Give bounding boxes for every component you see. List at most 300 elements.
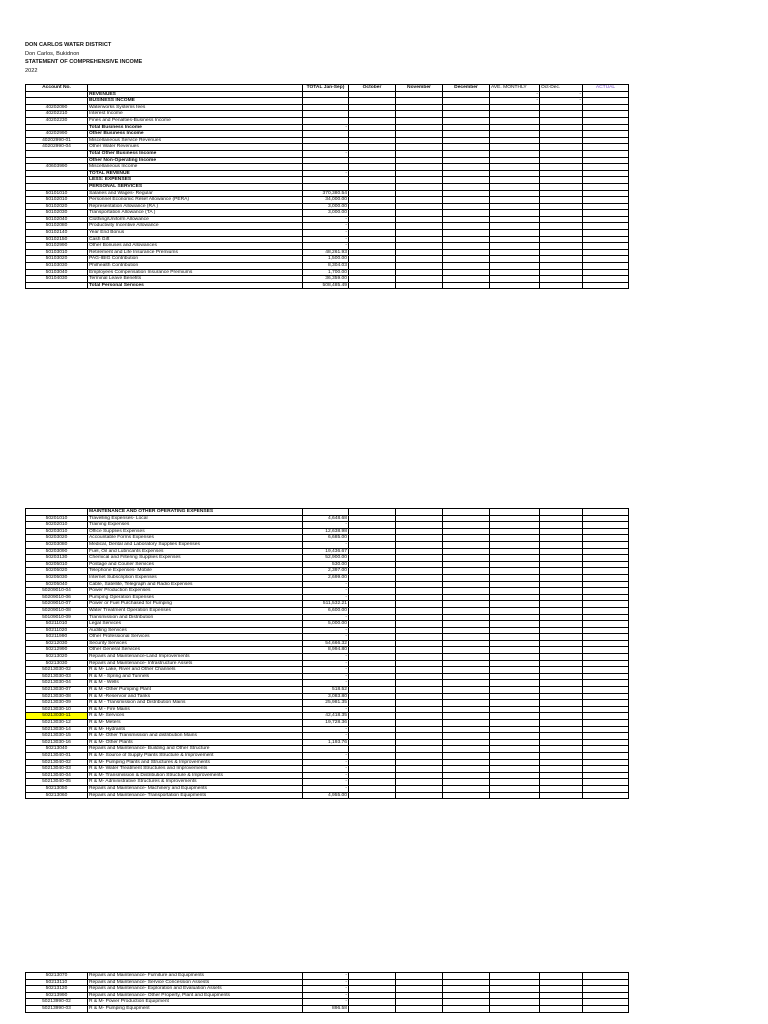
account-description: Total Business Income bbox=[88, 124, 303, 131]
total-jan-sep: - bbox=[303, 581, 349, 588]
month-cell bbox=[490, 999, 540, 1006]
account-description: R & M- Services bbox=[88, 713, 303, 720]
month-cell bbox=[349, 720, 396, 727]
month-cell bbox=[583, 594, 629, 601]
total-jan-sep: - bbox=[303, 999, 349, 1006]
month-cell bbox=[583, 561, 629, 568]
month-cell bbox=[583, 509, 629, 516]
total-jan-sep: - bbox=[303, 654, 349, 661]
account-code: 50213040 bbox=[26, 746, 88, 753]
month-cell bbox=[540, 561, 583, 568]
account-code: 50103030 bbox=[26, 263, 88, 270]
month-cell bbox=[443, 720, 490, 727]
month-cell bbox=[583, 522, 629, 529]
month-cell bbox=[396, 973, 443, 980]
account-description: Cable, Satellite, Telegraph and Radio Expenses bbox=[88, 581, 303, 588]
month-cell bbox=[490, 164, 540, 171]
month-cell bbox=[443, 236, 490, 243]
month-cell bbox=[583, 541, 629, 548]
month-cell bbox=[396, 177, 443, 184]
account-code: 50109010-09 bbox=[26, 614, 88, 621]
account-code bbox=[26, 282, 88, 289]
month-cell bbox=[396, 541, 443, 548]
org-name: DON CARLOS WATER DISTRICT bbox=[25, 42, 112, 48]
month-cell bbox=[583, 223, 629, 230]
column-header bbox=[88, 85, 303, 92]
report-title: STATEMENT OF COMPREHENSIVE INCOME bbox=[25, 59, 143, 65]
month-cell bbox=[490, 581, 540, 588]
account-code: 50102140 bbox=[26, 230, 88, 237]
month-cell bbox=[583, 131, 629, 138]
month-cell bbox=[396, 243, 443, 250]
month-cell bbox=[349, 680, 396, 687]
account-code: 50203130 bbox=[26, 555, 88, 562]
account-code: 50212030 bbox=[26, 640, 88, 647]
month-cell bbox=[490, 660, 540, 667]
month-cell bbox=[443, 634, 490, 641]
month-cell bbox=[396, 515, 443, 522]
month-cell bbox=[443, 282, 490, 289]
total-jan-sep: - bbox=[303, 667, 349, 674]
account-code: 50209010-07 bbox=[26, 601, 88, 608]
account-description: R & M- Other Plants bbox=[88, 739, 303, 746]
account-code: 50102010 bbox=[26, 197, 88, 204]
month-cell bbox=[443, 772, 490, 779]
table-row bbox=[26, 249, 629, 256]
account-code: 50211010 bbox=[26, 621, 88, 628]
account-code: 50213020 bbox=[26, 654, 88, 661]
month-cell bbox=[490, 647, 540, 654]
table-row bbox=[26, 992, 629, 999]
month-cell bbox=[443, 687, 490, 694]
month-cell bbox=[443, 607, 490, 614]
table-row bbox=[26, 706, 629, 713]
account-code: 50213990 bbox=[26, 992, 88, 999]
account-description: TOTAL REVENUE bbox=[88, 170, 303, 177]
month-cell bbox=[490, 733, 540, 740]
month-cell bbox=[349, 986, 396, 993]
total-jan-sep: - bbox=[303, 594, 349, 601]
month-cell bbox=[349, 660, 396, 667]
table-row bbox=[26, 726, 629, 733]
account-code: 50203010 bbox=[26, 528, 88, 535]
month-cell bbox=[583, 706, 629, 713]
total-jan-sep: 12,638.98 bbox=[303, 528, 349, 535]
month-cell bbox=[396, 700, 443, 707]
account-description: Chemical and Filtering Supplies Expenses bbox=[88, 555, 303, 562]
account-description: Pumping Operation Expenses bbox=[88, 594, 303, 601]
month-cell bbox=[583, 243, 629, 250]
month-cell bbox=[540, 673, 583, 680]
month-cell bbox=[583, 528, 629, 535]
month-cell bbox=[443, 792, 490, 799]
total-jan-sep: - bbox=[303, 170, 349, 177]
month-cell bbox=[396, 230, 443, 237]
account-code: 50211020 bbox=[26, 627, 88, 634]
table-row bbox=[26, 601, 629, 608]
month-cell bbox=[443, 522, 490, 529]
month-cell bbox=[349, 568, 396, 575]
month-cell bbox=[583, 634, 629, 641]
table-row bbox=[26, 627, 629, 634]
total-jan-sep: - bbox=[303, 772, 349, 779]
month-cell bbox=[443, 131, 490, 138]
month-cell bbox=[490, 992, 540, 999]
month-cell bbox=[490, 594, 540, 601]
account-code: 40202230 bbox=[26, 117, 88, 124]
month-cell bbox=[349, 733, 396, 740]
month-cell bbox=[583, 766, 629, 773]
month-cell bbox=[490, 203, 540, 210]
month-cell bbox=[349, 522, 396, 529]
account-code: 50213040-05 bbox=[26, 779, 88, 786]
month-cell bbox=[349, 548, 396, 555]
month-cell bbox=[490, 111, 540, 118]
month-cell bbox=[443, 528, 490, 535]
month-cell bbox=[349, 170, 396, 177]
total-jan-sep: - bbox=[303, 522, 349, 529]
month-cell bbox=[396, 1005, 443, 1012]
account-description: Other General Services bbox=[88, 647, 303, 654]
column-header: ACTUAL bbox=[583, 85, 629, 92]
month-cell bbox=[490, 779, 540, 786]
month-cell bbox=[540, 249, 583, 256]
table-row bbox=[26, 197, 629, 204]
table-row bbox=[26, 739, 629, 746]
month-cell bbox=[396, 739, 443, 746]
account-code: 50102020 bbox=[26, 203, 88, 210]
table-row bbox=[26, 256, 629, 263]
month-cell bbox=[540, 541, 583, 548]
month-cell bbox=[396, 210, 443, 217]
month-cell bbox=[490, 124, 540, 131]
month-cell: - bbox=[490, 91, 540, 98]
account-code: 50213990-03 bbox=[26, 1005, 88, 1012]
total-jan-sep: 25,981.35 bbox=[303, 700, 349, 707]
total-jan-sep: - bbox=[303, 660, 349, 667]
table-row bbox=[26, 654, 629, 661]
account-description: R & M- Source of Supply Plants Structure & Improvement bbox=[88, 752, 303, 759]
table-row bbox=[26, 528, 629, 535]
month-cell bbox=[540, 640, 583, 647]
month-cell bbox=[490, 759, 540, 766]
month-cell bbox=[349, 256, 396, 263]
table-row bbox=[26, 574, 629, 581]
table-row bbox=[26, 733, 629, 740]
month-cell bbox=[443, 660, 490, 667]
report-header bbox=[25, 41, 142, 75]
account-description: Clothing/Uniform Allowance bbox=[88, 216, 303, 223]
month-cell bbox=[490, 627, 540, 634]
account-code: 50213030-04 bbox=[26, 680, 88, 687]
month-cell bbox=[396, 164, 443, 171]
month-cell bbox=[443, 654, 490, 661]
month-cell bbox=[443, 594, 490, 601]
account-code: 50103010 bbox=[26, 249, 88, 256]
month-cell bbox=[349, 627, 396, 634]
total-jan-sep bbox=[303, 111, 349, 118]
account-description: Miscellaneous Service Revenues bbox=[88, 137, 303, 144]
month-cell bbox=[349, 746, 396, 753]
month-cell bbox=[443, 673, 490, 680]
month-cell bbox=[583, 548, 629, 555]
month-cell bbox=[443, 693, 490, 700]
account-code: 50213030-08 bbox=[26, 693, 88, 700]
month-cell bbox=[396, 627, 443, 634]
month-cell bbox=[349, 561, 396, 568]
account-code: 50213110 bbox=[26, 979, 88, 986]
account-description: Repairs and Maintenance- Service Concession Assests bbox=[88, 979, 303, 986]
month-cell bbox=[349, 197, 396, 204]
account-code: 50213070 bbox=[26, 973, 88, 980]
month-cell bbox=[490, 269, 540, 276]
total-jan-sep: 4,955.00 bbox=[303, 792, 349, 799]
month-cell bbox=[443, 203, 490, 210]
total-jan-sep bbox=[303, 131, 349, 138]
table-row bbox=[26, 607, 629, 614]
table-row bbox=[26, 621, 629, 628]
month-cell bbox=[349, 91, 396, 98]
month-cell bbox=[583, 759, 629, 766]
table-row bbox=[26, 157, 629, 164]
month-cell bbox=[490, 555, 540, 562]
month-cell bbox=[396, 98, 443, 105]
month-cell bbox=[540, 700, 583, 707]
header-row bbox=[26, 85, 629, 92]
month-cell bbox=[349, 792, 396, 799]
month-cell bbox=[396, 117, 443, 124]
total-jan-sep: 1,193.76 bbox=[303, 739, 349, 746]
account-description: Year End Bonus bbox=[88, 230, 303, 237]
month-cell bbox=[540, 647, 583, 654]
total-jan-sep: - bbox=[303, 541, 349, 548]
month-cell bbox=[396, 522, 443, 529]
month-cell bbox=[490, 535, 540, 542]
account-description: R & M - Spring and Tunnels bbox=[88, 673, 303, 680]
total-jan-sep: 511,532.21 bbox=[303, 601, 349, 608]
account-code: 40202090 bbox=[26, 104, 88, 111]
table-row bbox=[26, 236, 629, 243]
month-cell bbox=[490, 541, 540, 548]
account-description: Auditing Services bbox=[88, 627, 303, 634]
month-cell bbox=[490, 276, 540, 283]
month-cell bbox=[349, 535, 396, 542]
month-cell bbox=[540, 979, 583, 986]
account-code: 50213030-09 bbox=[26, 700, 88, 707]
month-cell bbox=[540, 555, 583, 562]
total-jan-sep: 1,500.00 bbox=[303, 256, 349, 263]
account-description: Cash Gift bbox=[88, 236, 303, 243]
table-row bbox=[26, 785, 629, 792]
month-cell bbox=[443, 700, 490, 707]
month-cell bbox=[540, 223, 583, 230]
month-cell bbox=[396, 555, 443, 562]
month-cell bbox=[396, 766, 443, 773]
total-jan-sep: - bbox=[303, 634, 349, 641]
month-cell bbox=[540, 528, 583, 535]
month-cell bbox=[443, 759, 490, 766]
table-row bbox=[26, 223, 629, 230]
month-cell bbox=[396, 535, 443, 542]
month-cell bbox=[583, 733, 629, 740]
account-description: LESS: EXPENSES bbox=[88, 177, 303, 184]
month-cell bbox=[349, 150, 396, 157]
month-cell bbox=[349, 726, 396, 733]
column-header: December bbox=[443, 85, 490, 92]
account-code: 50213040-01 bbox=[26, 752, 88, 759]
month-cell bbox=[540, 687, 583, 694]
month-cell bbox=[540, 607, 583, 614]
table-row bbox=[26, 700, 629, 707]
month-cell bbox=[396, 183, 443, 190]
month-cell bbox=[540, 667, 583, 674]
month-cell bbox=[490, 979, 540, 986]
month-cell bbox=[349, 614, 396, 621]
month-cell bbox=[349, 104, 396, 111]
total-jan-sep bbox=[303, 746, 349, 753]
month-cell bbox=[540, 117, 583, 124]
month-cell bbox=[443, 111, 490, 118]
account-description: R & M- Transmission & Distribution Structure & Improvements bbox=[88, 772, 303, 779]
month-cell bbox=[443, 706, 490, 713]
account-code: 50203020 bbox=[26, 535, 88, 542]
month-cell bbox=[396, 726, 443, 733]
month-cell bbox=[396, 509, 443, 516]
account-code: 50213030-15 bbox=[26, 733, 88, 740]
month-cell bbox=[490, 792, 540, 799]
total-jan-sep: 34,000.00 bbox=[303, 197, 349, 204]
month-cell bbox=[490, 568, 540, 575]
account-description: Other Non-Operating Income bbox=[88, 157, 303, 164]
month-cell bbox=[583, 111, 629, 118]
total-jan-sep bbox=[303, 177, 349, 184]
month-cell bbox=[540, 535, 583, 542]
month-cell bbox=[583, 601, 629, 608]
total-jan-sep: 48,261.93 bbox=[303, 249, 349, 256]
month-cell bbox=[396, 979, 443, 986]
month-cell bbox=[540, 627, 583, 634]
month-cell bbox=[349, 183, 396, 190]
month-cell bbox=[396, 256, 443, 263]
account-description: Postage and Courier Services bbox=[88, 561, 303, 568]
month-cell bbox=[443, 144, 490, 151]
month-cell bbox=[396, 999, 443, 1006]
month-cell bbox=[490, 216, 540, 223]
month-cell bbox=[349, 203, 396, 210]
month-cell: - bbox=[540, 98, 583, 105]
account-description: R & M - Wells bbox=[88, 680, 303, 687]
month-cell bbox=[490, 720, 540, 727]
month-cell bbox=[396, 667, 443, 674]
account-description: Internet Subscription Expenses bbox=[88, 574, 303, 581]
month-cell bbox=[349, 785, 396, 792]
month-cell bbox=[540, 568, 583, 575]
total-jan-sep: 518.52 bbox=[303, 687, 349, 694]
account-code: 50213040-03 bbox=[26, 766, 88, 773]
month-cell bbox=[540, 759, 583, 766]
account-code: 50213030-12 bbox=[26, 720, 88, 727]
total-jan-sep: 2,397.00 bbox=[303, 568, 349, 575]
total-jan-sep: 6,600.00 bbox=[303, 607, 349, 614]
month-cell bbox=[583, 203, 629, 210]
month-cell bbox=[540, 581, 583, 588]
month-cell bbox=[490, 256, 540, 263]
total-jan-sep: 1,700.00 bbox=[303, 269, 349, 276]
total-jan-sep: 4,648.68 bbox=[303, 515, 349, 522]
account-code bbox=[26, 183, 88, 190]
account-code bbox=[26, 124, 88, 131]
total-jan-sep: - bbox=[303, 150, 349, 157]
month-cell bbox=[540, 733, 583, 740]
total-jan-sep: 6,685.00 bbox=[303, 535, 349, 542]
month-cell bbox=[349, 282, 396, 289]
month-cell bbox=[490, 667, 540, 674]
month-cell bbox=[396, 157, 443, 164]
month-cell bbox=[540, 746, 583, 753]
total-jan-sep: 3,000.00 bbox=[303, 210, 349, 217]
month-cell bbox=[540, 726, 583, 733]
month-cell bbox=[540, 276, 583, 283]
table-row bbox=[26, 230, 629, 237]
month-cell bbox=[490, 509, 540, 516]
account-code: 50213030-11 bbox=[26, 713, 88, 720]
month-cell bbox=[540, 588, 583, 595]
account-description: Medical, Dental and Laboratory Supplies Expenses bbox=[88, 541, 303, 548]
month-cell bbox=[540, 772, 583, 779]
table-row bbox=[26, 581, 629, 588]
account-description: Total Personal Services bbox=[88, 282, 303, 289]
month-cell bbox=[349, 601, 396, 608]
month-cell bbox=[490, 640, 540, 647]
account-description: Philhealth Contribution bbox=[88, 263, 303, 270]
month-cell bbox=[443, 515, 490, 522]
account-description: R & M- Power Production Equipment bbox=[88, 999, 303, 1006]
month-cell bbox=[396, 647, 443, 654]
column-header: Oct-Dec. bbox=[540, 85, 583, 92]
account-description: Other Bonuses and Allowances bbox=[88, 243, 303, 250]
month-cell bbox=[490, 230, 540, 237]
total-jan-sep: - bbox=[303, 726, 349, 733]
account-code: 50205030 bbox=[26, 574, 88, 581]
account-code: 50202010 bbox=[26, 522, 88, 529]
total-jan-sep bbox=[303, 509, 349, 516]
table-row bbox=[26, 91, 629, 98]
table-row bbox=[26, 667, 629, 674]
month-cell bbox=[490, 680, 540, 687]
month-cell bbox=[443, 91, 490, 98]
month-cell bbox=[349, 249, 396, 256]
table-row bbox=[26, 634, 629, 641]
month-cell bbox=[490, 515, 540, 522]
month-cell bbox=[540, 236, 583, 243]
total-jan-sep: - bbox=[303, 236, 349, 243]
month-cell: - bbox=[540, 91, 583, 98]
month-cell bbox=[396, 131, 443, 138]
column-header: October bbox=[349, 85, 396, 92]
month-cell bbox=[349, 687, 396, 694]
month-cell bbox=[490, 1005, 540, 1012]
table-row bbox=[26, 1005, 629, 1012]
month-cell bbox=[349, 124, 396, 131]
table-row bbox=[26, 117, 629, 124]
month-cell bbox=[349, 276, 396, 283]
month-cell bbox=[540, 739, 583, 746]
month-cell bbox=[583, 137, 629, 144]
account-code: 50101010 bbox=[26, 190, 88, 197]
month-cell bbox=[396, 561, 443, 568]
month-cell bbox=[349, 766, 396, 773]
month-cell bbox=[396, 150, 443, 157]
